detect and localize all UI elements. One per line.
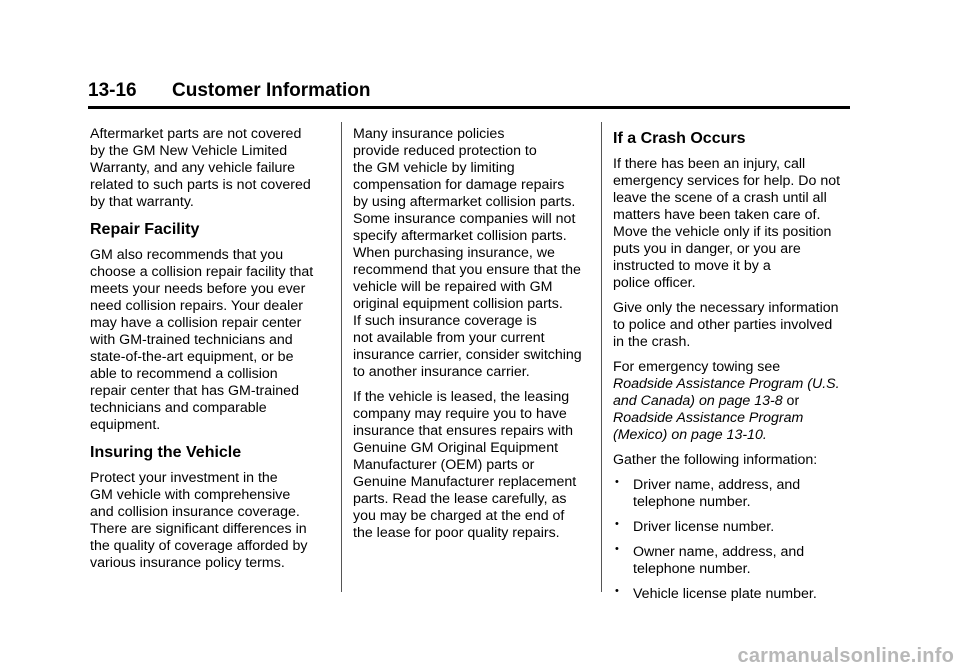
text-line: meets your needs before you ever <box>90 281 306 297</box>
bullet-icon: • <box>615 543 619 555</box>
list-item <box>613 477 853 511</box>
text-line: puts you in danger, or you are <box>613 241 801 257</box>
list-item-text <box>633 519 774 535</box>
text-line: If the vehicle is leased, the leasing <box>353 389 570 405</box>
text-line: parts. Read the lease carefully, as <box>353 491 567 507</box>
text-line: Driver license number. <box>633 519 775 535</box>
section-title: Customer Information <box>172 80 371 101</box>
text-line: various insurance policy terms. <box>90 555 285 571</box>
text-line: If there has been an injury, call <box>613 156 806 172</box>
text-line: original equipment collision parts. <box>353 296 563 312</box>
text-line: Genuine Manufacturer replacement <box>353 474 577 490</box>
text-line: Move the vehicle only if its position <box>613 224 832 240</box>
text-line: When purchasing insurance, we <box>353 245 555 261</box>
text-line: If such insurance coverage is <box>353 313 537 329</box>
text-line: Driver name, address, and <box>633 477 801 493</box>
paragraph-gather-info: Gather the following information: <box>613 452 818 468</box>
text-line: GM also recommends that you <box>90 247 284 263</box>
text-line: insurance that ensures repairs with <box>353 423 574 439</box>
link-roadside-us-canada-1[interactable]: Roadside Assistance Program (U.S. <box>613 376 840 392</box>
text-line: Vehicle license plate number. <box>633 586 817 602</box>
text-line: telephone number. <box>633 494 751 510</box>
text-line: Some insurance companies will not <box>353 211 576 227</box>
text-line: company may require you to have <box>353 406 567 422</box>
text-line: may have a collision repair center <box>90 315 302 331</box>
info-list <box>613 477 853 603</box>
text-line: repair center that has GM-trained <box>90 383 299 399</box>
text-line: related to such parts is not covered <box>90 177 311 193</box>
text-line: by the GM New Vehicle Limited <box>90 143 288 159</box>
text-line: instructed to move it by a <box>613 258 771 274</box>
paragraph-insuring <box>90 470 328 572</box>
paragraph-insurance-policies <box>353 126 593 381</box>
towing-period: . <box>762 427 767 443</box>
link-roadside-mexico-2[interactable]: (Mexico) on page 13-10 <box>613 427 763 443</box>
bullet-icon: • <box>615 476 619 488</box>
text-line: the lease for poor quality repairs. <box>353 525 560 541</box>
text-line: by that warranty. <box>90 194 194 210</box>
paragraph-emergency-towing <box>613 359 853 444</box>
text-line: specify aftermarket collision parts. <box>353 228 567 244</box>
text-line: recommend that you ensure that the <box>353 262 581 278</box>
list-item-text <box>633 544 804 577</box>
text-line: to another insurance carrier. <box>353 364 530 380</box>
column-right <box>613 126 853 611</box>
towing-intro: For emergency towing see <box>613 359 781 375</box>
text-line: Many insurance policies <box>353 126 505 142</box>
paragraph-injury <box>613 156 853 292</box>
watermark-logo: carmanualsonline.info <box>737 645 954 667</box>
text-line: leave the scene of a crash until all <box>613 190 827 206</box>
text-line: state-of-the-art equipment, or be <box>90 349 294 365</box>
text-line: insurance carrier, consider switching <box>353 347 582 363</box>
bullet-icon: • <box>615 585 619 597</box>
text-line: GM vehicle with comprehensive <box>90 487 291 503</box>
paragraph-leased-vehicle <box>353 389 593 542</box>
text-line: There are significant differences in <box>90 521 307 537</box>
text-line: matters have been taken care of. <box>613 207 821 223</box>
list-item-text <box>633 586 817 602</box>
link-roadside-us-canada-2[interactable]: and Canada) on page 13-8 <box>613 393 783 409</box>
list-item <box>613 519 853 536</box>
text-line: telephone number. <box>633 561 751 577</box>
text-line: you may be charged at the end of <box>353 508 565 524</box>
list-item-text <box>633 477 800 510</box>
list-item <box>613 586 853 603</box>
bullet-icon: • <box>615 518 619 530</box>
column-divider <box>601 122 602 592</box>
text-line: not available from your current <box>353 330 545 346</box>
list-item <box>613 544 853 578</box>
text-line: choose a collision repair facility that <box>90 264 314 280</box>
text-line: vehicle will be repaired with GM <box>353 279 553 295</box>
paragraph-repair-facility <box>90 247 328 434</box>
text-line: police officer. <box>613 275 696 291</box>
text-line: emergency services for help. Do not <box>613 173 841 189</box>
text-line: need collision repairs. Your dealer <box>90 298 303 314</box>
text-line: technicians and comparable <box>90 400 267 416</box>
text-line: the GM vehicle by limiting <box>353 160 515 176</box>
text-line: Genuine GM Original Equipment <box>353 440 559 456</box>
text-line: Warranty, and any vehicle failure <box>90 160 296 176</box>
heading-repair-facility: Repair Facility <box>90 221 200 238</box>
text-line: by using aftermarket collision parts. <box>353 194 576 210</box>
column-divider <box>341 122 342 592</box>
text-line: Protect your investment in the <box>90 470 278 486</box>
text-line: to police and other parties involved <box>613 317 833 333</box>
text-line: in the crash. <box>613 334 691 350</box>
link-roadside-mexico-1[interactable]: Roadside Assistance Program <box>613 410 804 426</box>
text-line: with GM-trained technicians and <box>90 332 293 348</box>
text-line: Owner name, address, and <box>633 544 805 560</box>
text-line: compensation for damage repairs <box>353 177 565 193</box>
text-line: able to recommend a collision <box>90 366 278 382</box>
text-line: equipment. <box>90 417 161 433</box>
column-middle <box>353 126 593 550</box>
column-left <box>90 126 328 580</box>
page-number: 13-16 <box>88 80 137 101</box>
towing-or: or <box>782 393 800 409</box>
paragraph-necessary-info <box>613 300 853 351</box>
text-line: Manufacturer (OEM) parts or <box>353 457 535 473</box>
text-line: and collision insurance coverage. <box>90 504 300 520</box>
text-line: the quality of coverage afforded by <box>90 538 308 554</box>
text-line: provide reduced protection to <box>353 143 537 159</box>
heading-insuring-vehicle: Insuring the Vehicle <box>90 444 242 461</box>
page-header <box>88 80 850 109</box>
heading-crash-occurs: If a Crash Occurs <box>613 130 746 147</box>
paragraph-aftermarket <box>90 126 328 211</box>
text-line: Aftermarket parts are not covered <box>90 126 302 142</box>
text-line: Give only the necessary information <box>613 300 839 316</box>
